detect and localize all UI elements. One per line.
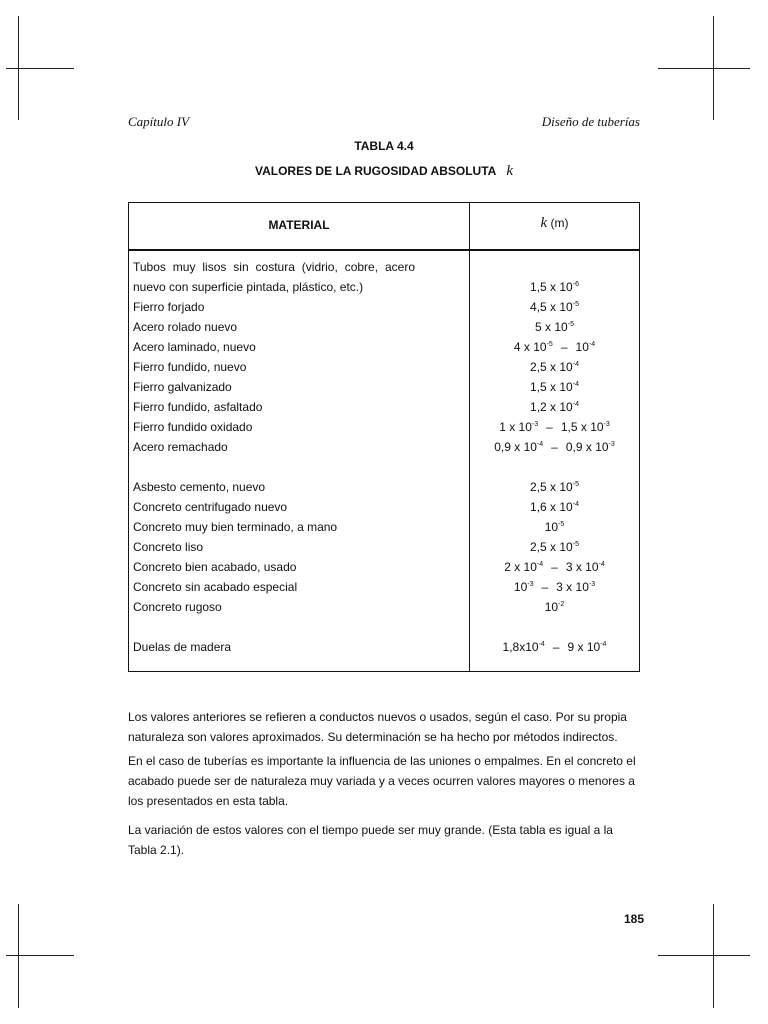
table-row [129,377,639,397]
material-cell: Concreto bien acabado, usado [133,560,297,574]
table-row [129,317,639,337]
k-value-base: 3 x 10 [565,560,599,574]
k-value-exponent: -4 [572,501,579,508]
table-row [129,637,639,657]
k-value-exponent: -3 [531,421,539,428]
k-value-exponent: -5 [572,541,579,548]
k-value-cell [470,397,639,417]
paragraph: La variación de estos valores con el tiempo puede ser muy grande. (Esta tabla es igual a la Tabla 2.1). [128,823,613,857]
range-separator: – [551,440,558,454]
material-cell: Concreto muy bien terminado, a mano [133,520,338,534]
table-row [129,337,639,357]
k-value-base: 10 [544,520,559,534]
table-row [129,497,639,517]
page-number: 185 [623,912,644,926]
k-value-exponent: -2 [558,601,565,608]
k-value-exponent: -4 [588,341,596,348]
k-value-base: 1,6 x 10 [530,500,573,514]
k-value-exponent: -4 [536,441,544,448]
table-row [129,597,639,617]
crop-mark [658,68,750,69]
table-row [129,537,639,557]
column-header-material: MATERIAL [268,218,330,232]
k-value-cell [470,277,639,297]
material-cell: Fierro fundido, nuevo [133,360,247,374]
k-value-exponent: -3 [588,581,596,588]
k-value-base: 2,5 x 10 [530,360,573,374]
k-value-base: 2,5 x 10 [530,480,573,494]
k-value-cell [470,577,639,597]
k-value-exponent: -4 [600,641,607,648]
k-value-exponent: -4 [598,561,605,568]
k-value-cell [470,497,639,517]
paragraph: Los valores anteriores se refieren a conductos nuevos o usados, según el caso. Por su propia naturaleza son valores aproximados. Su determinación se ha hecho por métodos indirectos. [128,710,627,744]
crop-mark [658,955,750,956]
section-header: Diseño de tuberías [541,114,640,129]
k-value-base: 1,5 x 10 [530,380,573,394]
k-value-base: 9 x 10 [567,640,601,654]
material-cell: Concreto rugoso [133,600,222,614]
table-row [129,357,639,377]
k-value-exponent: -5 [558,521,565,528]
k-value-base: 1 x 10 [499,420,532,434]
k-value-exponent: -4 [538,641,545,648]
k-value-exponent: -4 [572,361,579,368]
material-cell: Fierro forjado [133,300,205,314]
k-value-cell [470,377,639,397]
crop-mark [713,904,714,1008]
table-row [129,477,639,497]
k-value-exponent: -5 [572,301,579,308]
range-separator: – [541,580,549,594]
column-header-k-unit: (m) [550,216,569,230]
k-value-base: 1,5 x 10 [530,280,573,294]
table-row [129,557,639,577]
k-value-exponent: -4 [572,381,579,388]
k-value-exponent: -3 [527,581,534,588]
k-value-cell [470,597,639,617]
chapter-header: Capítulo IV [128,114,190,129]
k-value-cell [470,557,639,577]
k-value-base: 10 [575,340,589,354]
range-separator: – [546,420,553,434]
material-cell: Concreto sin acabado especial [133,580,298,594]
roughness-table [128,202,640,672]
table-row [129,577,639,597]
range-separator: – [551,560,558,574]
table-row [129,437,639,457]
table-subtitle-variable: k [506,163,514,179]
range-separator: – [552,640,560,654]
crop-mark [6,68,74,69]
table-row [129,297,639,317]
material-cell: Duelas de madera [133,640,232,654]
table-row [129,417,639,437]
material-cell: Fierro fundido, asfaltado [133,400,263,414]
k-value-base: 1,8x10 [502,640,539,654]
material-cell: Acero rolado nuevo [133,320,238,334]
k-value-cell [470,297,639,317]
material-cell-line: Tubos muy lisos sin costura (vidrio, cobre, acero [133,260,415,274]
range-separator: – [560,340,568,354]
material-cell: Concreto centrifugado nuevo [133,500,288,514]
k-value-base: 10 [513,580,528,594]
k-value-exponent: -6 [572,281,579,288]
material-cell: Asbesto cemento, nuevo [133,480,266,494]
k-value-cell [470,437,639,457]
k-value-cell [470,637,639,657]
crop-mark [6,955,74,956]
k-value-exponent: -3 [608,441,615,448]
material-cell: Fierro fundido oxidado [133,420,253,434]
material-cell [133,257,415,297]
material-cell-line: nuevo con superficie pintada, plástico, etc.) [133,280,364,294]
material-cell: Fierro galvanizado [133,380,232,394]
k-value-base: 3 x 10 [556,580,589,594]
k-value-exponent: -4 [536,561,544,568]
k-value-cell [470,477,639,497]
k-value-cell [470,337,639,357]
k-value-base: 4,5 x 10 [530,300,573,314]
k-value-exponent: -5 [546,341,553,348]
table-title: TABLA 4.4 [354,139,414,153]
k-value-base: 0,9 x 10 [565,440,609,454]
k-value-base: 4 x 10 [513,340,547,354]
table-subtitle [0,163,768,180]
k-value-base: 5 x 10 [535,320,568,334]
k-value-base: 1,5 x 10 [560,420,604,434]
k-value-exponent: -5 [572,481,579,488]
k-value-exponent: -4 [572,401,579,408]
k-value-base: 1,2 x 10 [530,400,573,414]
table-row [129,257,639,297]
k-value-base: 2,5 x 10 [530,540,573,554]
k-value-exponent: -3 [603,421,610,428]
k-value-cell [470,417,639,437]
table-row [129,517,639,537]
k-value-base: 0,9 x 10 [494,440,537,454]
k-value-cell [470,317,639,337]
header-divider [129,249,639,251]
paragraph: En el caso de tuberías es importante la influencia de las uniones o empalmes. En el concreto el acabado puede ser de naturaleza muy variada y a veces ocurren valores mayores o menores a los presentados en esta tabla. [128,754,636,808]
table-row [129,397,639,417]
material-cell: Concreto liso [133,540,204,554]
k-value-cell [470,357,639,377]
crop-mark [18,904,19,1008]
material-cell: Acero remachado [133,440,228,454]
table-subtitle-text: VALORES DE LA RUGOSIDAD ABSOLUTA [254,164,497,178]
k-value-exponent: -5 [567,321,574,328]
column-header-k-variable: k [540,215,548,231]
k-value-cell [470,517,639,537]
k-value-base: 2 x 10 [504,560,537,574]
material-cell: Acero laminado, nuevo [133,340,256,354]
column-header-k [470,215,639,232]
k-value-base: 10 [544,600,559,614]
k-value-cell [470,537,639,557]
